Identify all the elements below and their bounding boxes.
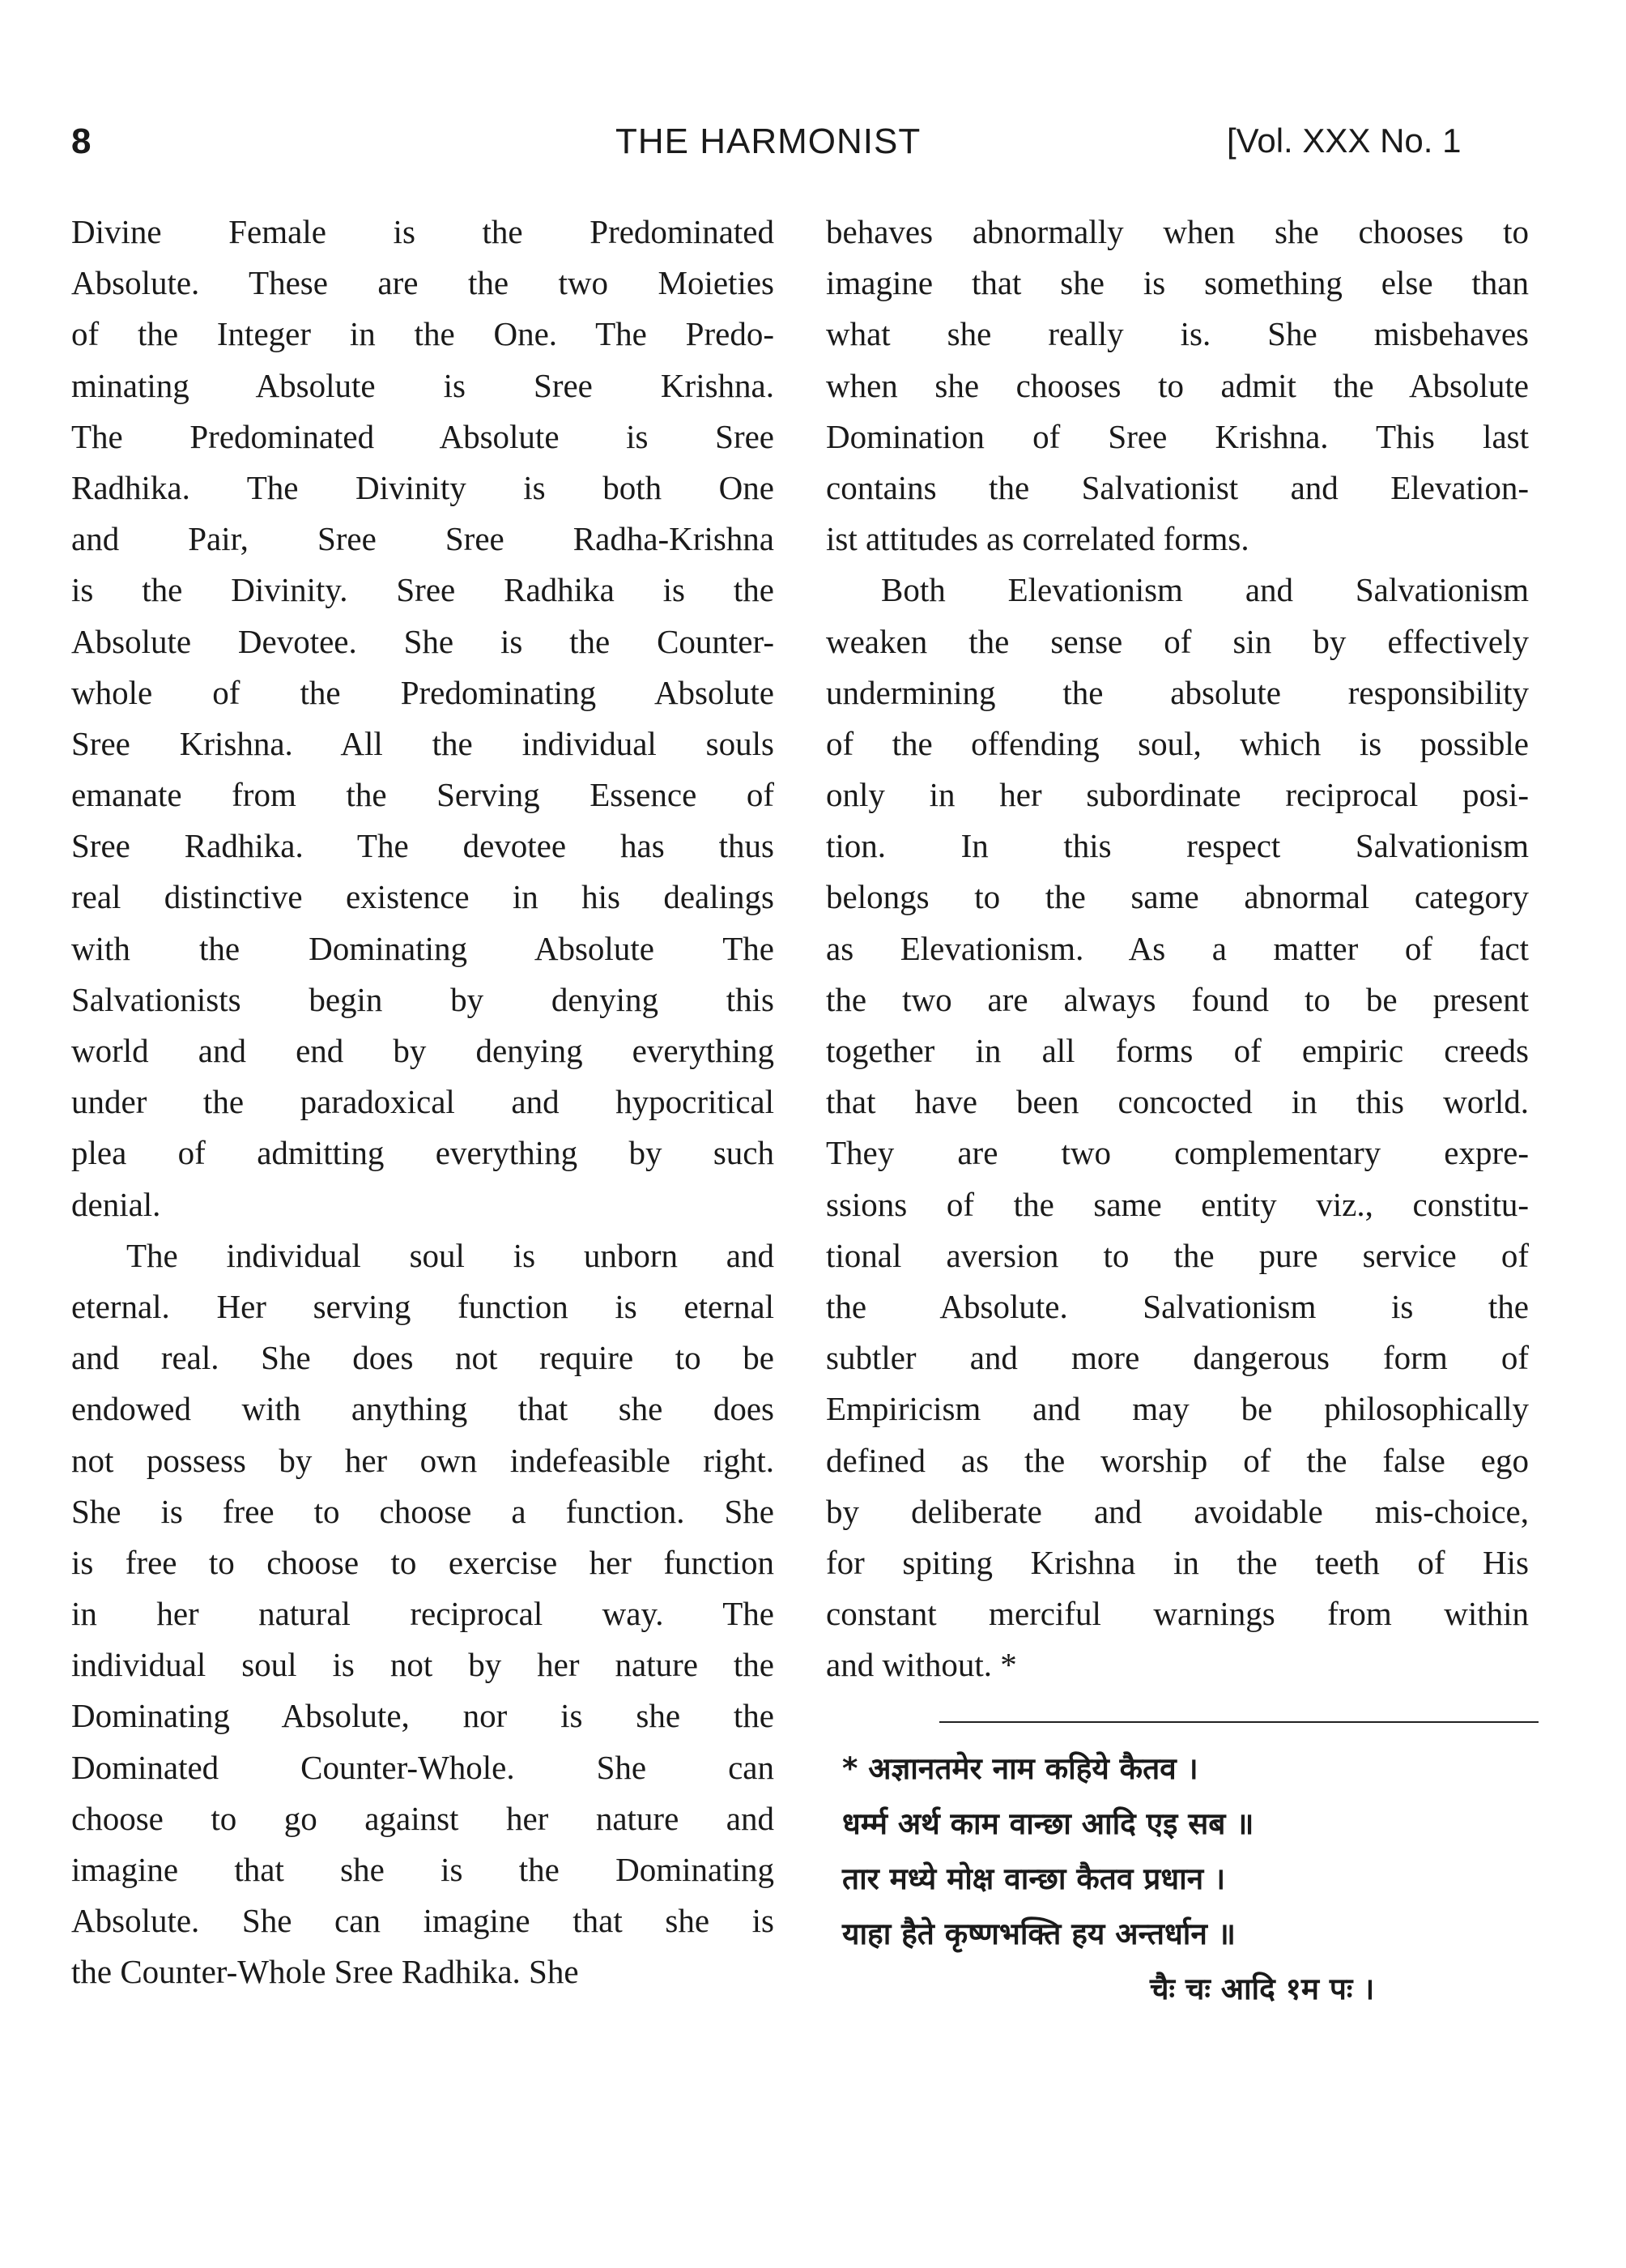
text-line: Domination of Sree Krishna. This last	[826, 417, 1529, 455]
text-line: belongs to the same abnormal category	[826, 878, 1529, 916]
text-line: subtler and more dangerous form of	[826, 1339, 1529, 1377]
right-column	[826, 207, 1529, 1690]
text-line: in her natural reciprocal way. The	[71, 1595, 774, 1633]
text-line: Sree Radhika. The devotee has thus	[71, 827, 774, 865]
footnote-verse-line: याहा हैते कृष्णभक्ति हय अन्तर्धान ॥	[842, 1916, 1236, 1951]
text-line: real distinctive existence in his dealings	[71, 878, 774, 916]
text-line: constant merciful warnings from within	[826, 1595, 1529, 1633]
text-line: Dominating Absolute, nor is she the	[71, 1697, 774, 1735]
text-line: ssions of the same entity viz., constitu-	[826, 1185, 1529, 1223]
text-line: contains the Salvationist and Elevation-	[826, 468, 1529, 506]
text-line: whole of the Predominating Absolute	[71, 673, 774, 711]
footnote	[842, 1742, 1547, 2017]
text-line: plea of admitting everything by such	[71, 1134, 774, 1172]
text-line: for spiting Krishna in the teeth of His	[826, 1543, 1529, 1581]
text-line: of the offending soul, which is possible	[826, 724, 1529, 762]
text-line: Absolute. She can imagine that she is	[71, 1902, 774, 1940]
text-line: is free to choose to exercise her function	[71, 1543, 774, 1581]
footnote-reference: चैः चः आदि १म पः ।	[1150, 1972, 1375, 2006]
text-line: Divine Female is the Predominated	[71, 213, 774, 250]
page-header	[0, 122, 1626, 178]
text-line: when she chooses to admit the Absolute	[826, 366, 1529, 404]
text-line: not possess by her own indefeasible right.	[71, 1441, 774, 1479]
text-line: of the Integer in the One. The Predo-	[71, 315, 774, 353]
text-line: imagine that she is something else than	[826, 264, 1529, 302]
text-line: with the Dominating Absolute The	[71, 929, 774, 967]
text-line: weaken the sense of sin by effectively	[826, 622, 1529, 660]
volume-label: [Vol. XXX No. 1	[1227, 122, 1462, 160]
text-line: as Elevationism. As a matter of fact	[826, 929, 1529, 967]
text-line: undermining the absolute responsibility	[826, 673, 1529, 711]
footnote-verse-line: * अज्ञानतमेर नाम कहिये कैतव ।	[842, 1751, 1198, 1786]
text-line: what she really is. She misbehaves	[826, 315, 1529, 353]
text-line: behaves abnormally when she chooses to	[826, 213, 1529, 250]
text-line: defined as the worship of the false ego	[826, 1441, 1529, 1479]
text-line: She is free to choose a function. She	[71, 1492, 774, 1530]
text-line: tional aversion to the pure service of	[826, 1236, 1529, 1274]
text-line: They are two complementary expre-	[826, 1134, 1529, 1172]
footnote-verse-line: तार मध्ये मोक्ष वान्छा कैतव प्रधान ।	[842, 1861, 1226, 1896]
text-line: is the Divinity. Sree Radhika is the	[71, 571, 774, 609]
text-line: Radhika. The Divinity is both One	[71, 468, 774, 506]
text-line: imagine that she is the Dominating	[71, 1851, 774, 1888]
footnote-verse-line: धर्म्म अर्थ काम वान्छा आदि एइ सब ॥	[842, 1806, 1254, 1841]
text-line: eternal. Her serving function is eternal	[71, 1287, 774, 1325]
text-line: Dominated Counter-Whole. She can	[71, 1748, 774, 1786]
text-line: by deliberate and avoidable mis-choice,	[826, 1492, 1529, 1530]
journal-title: THE HARMONIST	[615, 122, 922, 161]
text-line: tion. In this respect Salvationism	[826, 827, 1529, 865]
text-line: the Absolute. Salvationism is the	[826, 1287, 1529, 1325]
text-line: and Pair, Sree Sree Radha-Krishna	[71, 520, 774, 558]
text-line: that have been concocted in this world.	[826, 1083, 1529, 1121]
text-line: world and end by denying everything	[71, 1032, 774, 1069]
text-line: Salvationists begin by denying this	[71, 980, 774, 1018]
text-line: The individual soul is unborn and	[126, 1236, 774, 1274]
text-line: only in her subordinate reciprocal posi-	[826, 776, 1529, 814]
footnote-divider	[939, 1721, 1539, 1723]
text-line: Absolute. These are the two Moieties	[71, 264, 774, 302]
text-line: ist attitudes as correlated forms.	[826, 520, 1249, 558]
text-line: Both Elevationism and Salvationism	[881, 571, 1529, 609]
text-line: Empiricism and may be philosophically	[826, 1390, 1529, 1428]
text-line: denial.	[71, 1185, 161, 1223]
page-number: 8	[71, 122, 92, 161]
left-column	[71, 207, 774, 1998]
text-line: choose to go against her nature and	[71, 1799, 774, 1837]
text-line: emanate from the Serving Essence of	[71, 776, 774, 814]
text-line: together in all forms of empiric creeds	[826, 1032, 1529, 1069]
text-line: and real. She does not require to be	[71, 1339, 774, 1377]
text-line: individual soul is not by her nature the	[71, 1646, 774, 1684]
text-line: minating Absolute is Sree Krishna.	[71, 366, 774, 404]
text-line: and without. *	[826, 1646, 1017, 1684]
text-line: the two are always found to be present	[826, 980, 1529, 1018]
text-line: Sree Krishna. All the individual souls	[71, 724, 774, 762]
text-line: The Predominated Absolute is Sree	[71, 417, 774, 455]
text-line: the Counter-Whole Sree Radhika. She	[71, 1953, 579, 1991]
text-line: endowed with anything that she does	[71, 1390, 774, 1428]
text-line: Absolute Devotee. She is the Counter-	[71, 622, 774, 660]
text-line: under the paradoxical and hypocritical	[71, 1083, 774, 1121]
